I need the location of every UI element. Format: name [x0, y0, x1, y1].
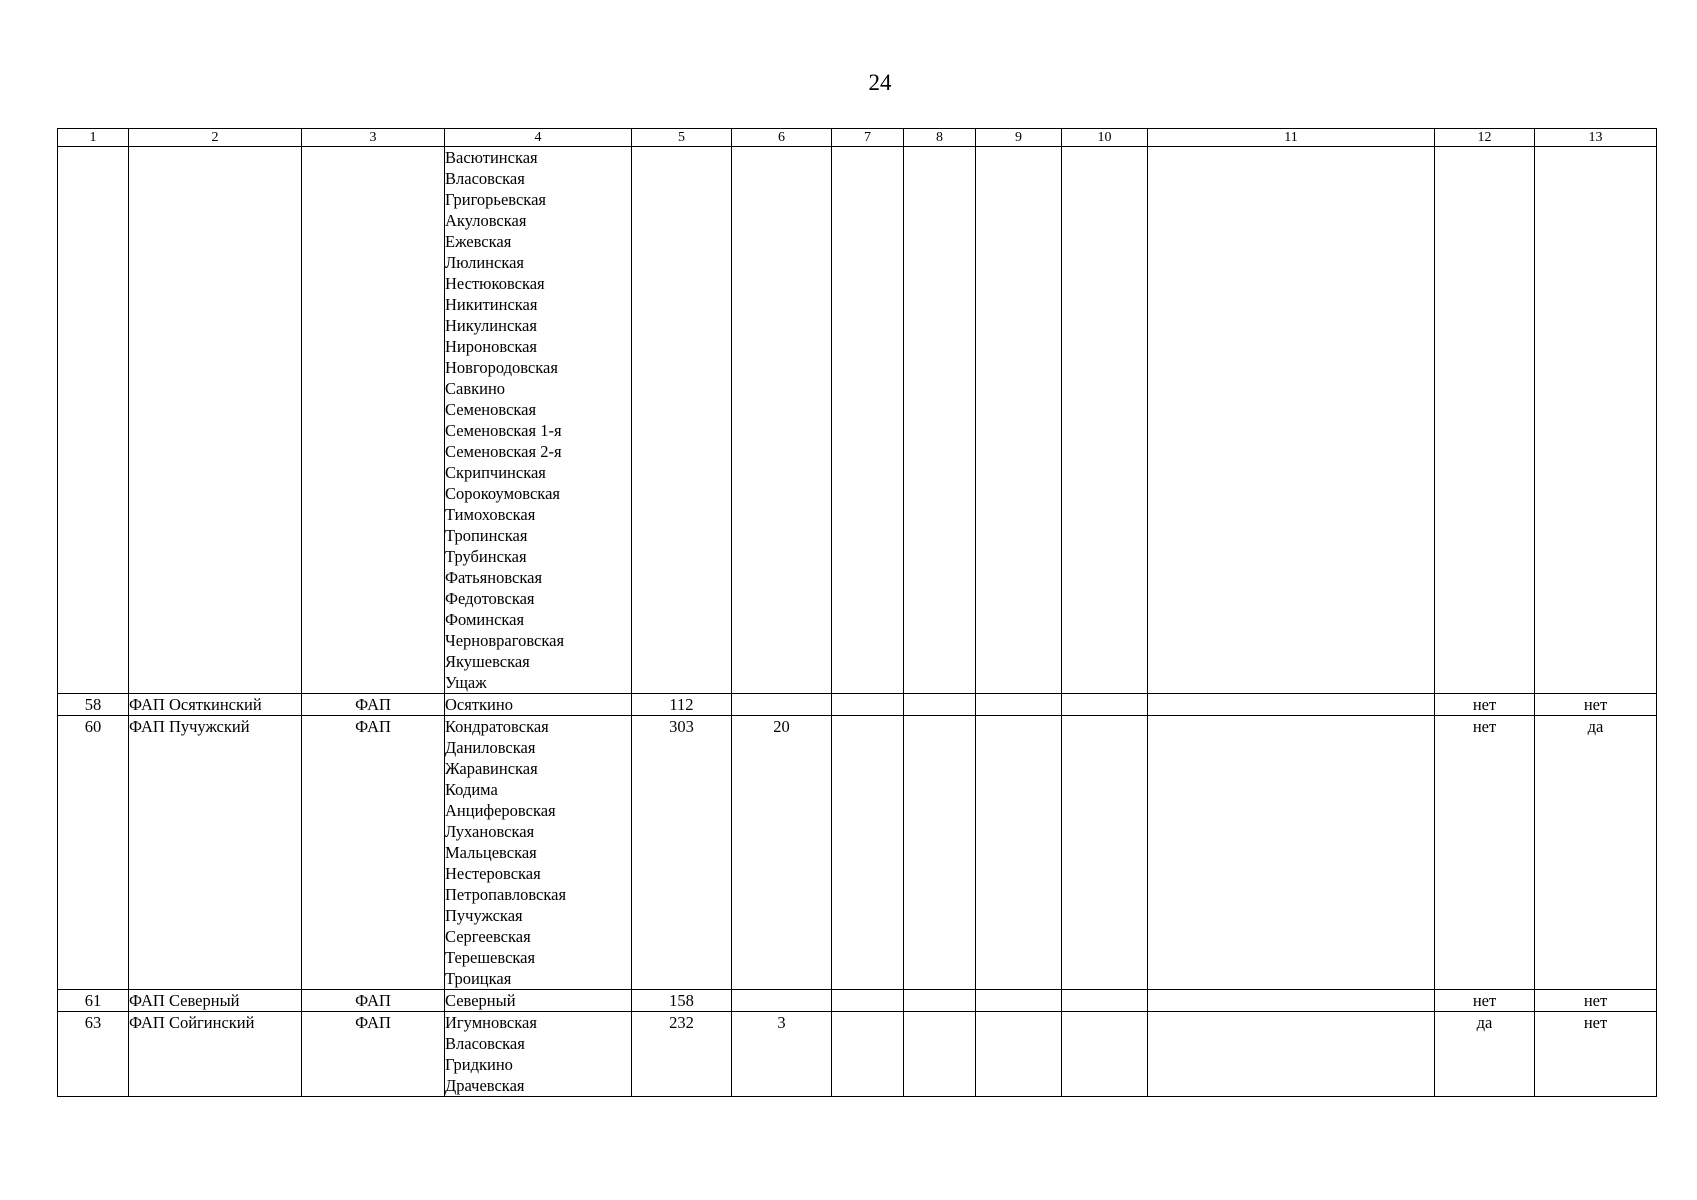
empty-cell [302, 147, 445, 694]
settlement-name: Фоминская [445, 610, 525, 629]
settlement-name: Нестеровская [445, 864, 541, 883]
table-row [58, 694, 1657, 716]
empty-cell [1148, 147, 1435, 694]
settlement-name: Ущаж [445, 673, 487, 692]
facility-type: ФАП [302, 1012, 445, 1097]
facilities-table [57, 128, 1657, 1097]
col12-value: нет [1435, 716, 1535, 990]
settlement-name: Лухановская [445, 822, 535, 841]
column-header: 4 [445, 129, 632, 147]
settlement-name: Ежевская [445, 232, 512, 251]
settlement-name: Власовская [445, 169, 525, 188]
settlement-name: Петропавловская [445, 885, 567, 904]
settlement-name: Люлинская [445, 253, 525, 272]
settlement-name: Якушевская [445, 652, 530, 671]
col5-value: 232 [632, 1012, 732, 1097]
empty-cell [1148, 716, 1435, 990]
empty-cell [1062, 694, 1148, 716]
settlement-name: Кодима [445, 780, 498, 799]
empty-cell [129, 147, 302, 694]
facility-type: ФАП [302, 716, 445, 990]
column-header: 12 [1435, 129, 1535, 147]
settlement-name: Скрипчинская [445, 463, 546, 482]
settlement-list [445, 990, 632, 1012]
column-header: 6 [732, 129, 832, 147]
settlement-name: Семеновская [445, 400, 537, 419]
settlement-list [445, 147, 632, 694]
empty-cell [1435, 147, 1535, 694]
empty-cell [832, 716, 904, 990]
settlement-name: Игумновская [445, 1013, 537, 1032]
settlement-name: Трубинская [445, 547, 527, 566]
settlement-name: Кондратовская [445, 717, 549, 736]
settlement-name: Анциферовская [445, 801, 556, 820]
empty-cell [904, 1012, 976, 1097]
column-header: 13 [1535, 129, 1657, 147]
empty-cell [976, 716, 1062, 990]
col13-value: нет [1535, 990, 1657, 1012]
facility-name: ФАП Осяткинский [129, 694, 302, 716]
table-row [58, 990, 1657, 1012]
settlement-name: Григорьевская [445, 190, 546, 209]
settlement-name: Тимоховская [445, 505, 536, 524]
col5-value: 303 [632, 716, 732, 990]
empty-cell [732, 147, 832, 694]
settlement-name: Черновраговская [445, 631, 565, 650]
settlement-name: Осяткино [445, 695, 513, 714]
settlement-name: Нироновская [445, 337, 538, 356]
column-header: 1 [58, 129, 129, 147]
settlement-name: Сергеевская [445, 927, 531, 946]
settlement-name: Даниловская [445, 738, 536, 757]
facility-type: ФАП [302, 694, 445, 716]
col13-value: да [1535, 716, 1657, 990]
col6-value [732, 990, 832, 1012]
empty-cell [832, 694, 904, 716]
empty-cell [1062, 990, 1148, 1012]
empty-cell [1148, 1012, 1435, 1097]
settlement-name: Нестюковская [445, 274, 545, 293]
empty-cell [1535, 147, 1657, 694]
col12-value: да [1435, 1012, 1535, 1097]
facility-name: ФАП Сойгинский [129, 1012, 302, 1097]
row-number: 61 [58, 990, 129, 1012]
settlement-name: Семеновская 2-я [445, 442, 562, 461]
empty-cell [832, 1012, 904, 1097]
col5-value: 112 [632, 694, 732, 716]
page-number: 24 [868, 70, 892, 95]
row-number: 58 [58, 694, 129, 716]
empty-cell [904, 694, 976, 716]
settlement-name: Власовская [445, 1034, 525, 1053]
facility-type: ФАП [302, 990, 445, 1012]
column-header: 3 [302, 129, 445, 147]
empty-cell [976, 1012, 1062, 1097]
facility-name: ФАП Северный [129, 990, 302, 1012]
settlement-name: Троицкая [445, 969, 512, 988]
settlement-name: Фатьяновская [445, 568, 543, 587]
empty-cell [832, 147, 904, 694]
col12-value: нет [1435, 694, 1535, 716]
col13-value: нет [1535, 1012, 1657, 1097]
column-header: 7 [832, 129, 904, 147]
col5-value: 158 [632, 990, 732, 1012]
settlement-list [445, 1012, 632, 1097]
settlement-name: Семеновская 1-я [445, 421, 562, 440]
settlement-name: Савкино [445, 379, 506, 398]
empty-cell [904, 147, 976, 694]
column-header: 10 [1062, 129, 1148, 147]
col13-value: нет [1535, 694, 1657, 716]
column-header: 11 [1148, 129, 1435, 147]
column-header: 8 [904, 129, 976, 147]
row-number: 60 [58, 716, 129, 990]
settlement-name: Новгородовская [445, 358, 558, 377]
col6-value [732, 694, 832, 716]
settlement-list [445, 716, 632, 990]
settlement-name: Северный [445, 991, 516, 1010]
empty-cell [1148, 694, 1435, 716]
col6-value: 3 [732, 1012, 832, 1097]
empty-cell [976, 990, 1062, 1012]
column-number-header-row [58, 129, 1657, 147]
settlement-name: Тропинская [445, 526, 528, 545]
settlement-name: Сорокоумовская [445, 484, 560, 503]
empty-cell [976, 147, 1062, 694]
facility-name: ФАП Пучужский [129, 716, 302, 990]
settlement-name: Акуловская [445, 211, 527, 230]
continuation-row [58, 147, 1657, 694]
settlement-name: Пучужская [445, 906, 523, 925]
settlement-name: Гридкино [445, 1055, 513, 1074]
settlement-list [445, 694, 632, 716]
table-row [58, 716, 1657, 990]
empty-cell [832, 990, 904, 1012]
empty-cell [1062, 716, 1148, 990]
empty-cell [1062, 1012, 1148, 1097]
settlement-name: Терешевская [445, 948, 536, 967]
empty-cell [904, 716, 976, 990]
settlement-name: Жаравинская [445, 759, 538, 778]
col12-value: нет [1435, 990, 1535, 1012]
settlement-name: Никулинская [445, 316, 537, 335]
empty-cell [1062, 147, 1148, 694]
column-header: 9 [976, 129, 1062, 147]
column-header: 2 [129, 129, 302, 147]
empty-cell [632, 147, 732, 694]
column-header: 5 [632, 129, 732, 147]
settlement-name: Никитинская [445, 295, 538, 314]
settlement-name: Васютинская [445, 148, 538, 167]
settlement-name: Мальцевская [445, 843, 537, 862]
empty-cell [904, 990, 976, 1012]
table-row [58, 1012, 1657, 1097]
settlement-name: Драчевская [445, 1076, 525, 1095]
col6-value: 20 [732, 716, 832, 990]
empty-cell [976, 694, 1062, 716]
settlement-name: Федотовская [445, 589, 535, 608]
empty-cell [1148, 990, 1435, 1012]
row-number: 63 [58, 1012, 129, 1097]
empty-cell [58, 147, 129, 694]
